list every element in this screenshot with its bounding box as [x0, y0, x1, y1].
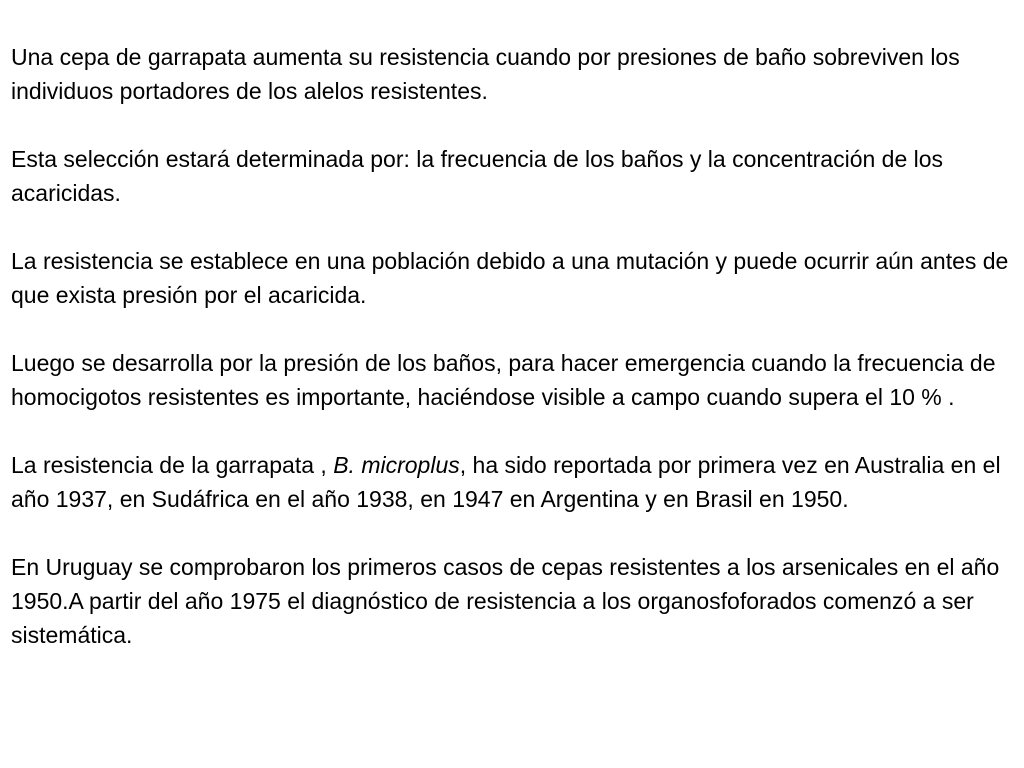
paragraph-mutation-origin: La resistencia se establece en una población debido a una mutación y puede ocurrir aún antes de que exista presión por el acaricida.: [11, 248, 1009, 308]
paragraph-resistance-intro: Una cepa de garrapata aumenta su resistencia cuando por presiones de baño sobreviven los individuos portadores de los alelos resistentes.: [11, 44, 960, 104]
paragraph-selection-factors: Esta selección estará determinada por: la frecuencia de los baños y la concentración de los acaricidas.: [11, 146, 944, 206]
species-name: B. microplus: [333, 452, 460, 478]
paragraph-history-reports: [11, 448, 1016, 516]
paragraph-bath-pressure: Luego se desarrolla por la presión de los baños, para hacer emergencia cuando la frecuencia de homocigotos resistentes es importante, haciéndose visible a campo cuando supera el 10 % .: [11, 350, 996, 410]
history-text-after: , ha sido reportada por primera vez en Australia en el año 1937, en Sudáfrica en el año 1938, en 1947 en Argentina y en Brasil en 1950.: [11, 452, 1001, 512]
paragraph-uruguay-cases: En Uruguay se comprobaron los primeros casos de cepas resistentes a los arsenicales en el año 1950.A partir del año 1975 el diagnóstico de resistencia a los organosfoforados comenzó a ser sistemática.: [11, 554, 1000, 648]
history-text-before: La resistencia de la garrapata ,: [11, 452, 334, 478]
